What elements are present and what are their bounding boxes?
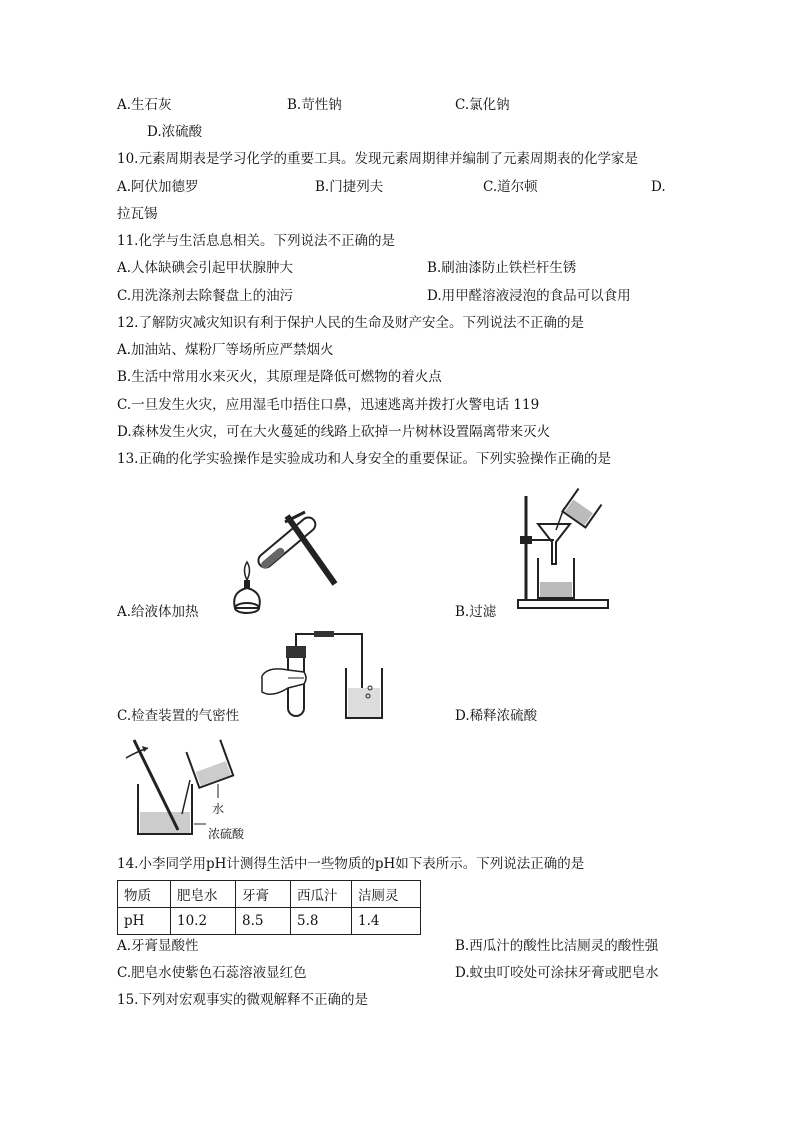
- q10-option-c: C.道尔顿: [483, 179, 538, 195]
- q11-option-c: C.用洗涤剂去除餐盘上的油污: [117, 288, 294, 304]
- table-cell: 1.4: [352, 908, 421, 935]
- figure-filtration: [512, 488, 612, 612]
- q12-stem: 12.了解防灾减灾知识有利于保护人民的生命及财产安全。下列说法不正确的是: [117, 315, 584, 331]
- figure-diluting-acid: [120, 734, 270, 842]
- table-cell: 5.8: [291, 908, 352, 935]
- table-cell: 物质: [118, 881, 171, 908]
- q12-option-d: D.森林发生火灾，可在大火蔓延的线路上砍掉一片树林设置隔离带来灭火: [117, 424, 551, 440]
- figure-airtightness-check: [258, 626, 390, 722]
- q12-option-c: C.一旦发生火灾，应用湿毛巾捂住口鼻，迅速逃离并拨打火警电话 119: [117, 397, 540, 413]
- q15-stem: 15.下列对宏观事实的微观解释不正确的是: [117, 992, 368, 1008]
- q12-option-b: B.生活中常用水来灭火，其原理是降低可燃物的着火点: [117, 369, 442, 385]
- q11-option-b: B.刷油漆防止铁栏杆生锈: [427, 260, 577, 276]
- q12-option-a: A.加油站、煤粉厂等场所应严禁烟火: [117, 342, 334, 358]
- q14-option-d: D.蚊虫叮咬处可涂抹牙膏或肥皂水: [455, 965, 659, 981]
- q14-stem: 14.小李同学用pH计测得生活中一些物质的pH如下表所示。下列说法正确的是: [117, 856, 585, 872]
- label-water: 水: [212, 802, 225, 816]
- q9-option-b: B.苛性钠: [287, 97, 342, 113]
- q9-option-d: D.浓硫酸: [147, 124, 203, 140]
- q11-stem: 11.化学与生活息息相关。下列说法不正确的是: [117, 233, 395, 249]
- table-cell: 10.2: [171, 908, 236, 935]
- q14-option-b: B.西瓜汁的酸性比洁厕灵的酸性强: [455, 938, 659, 954]
- table-cell: 牙膏: [236, 881, 291, 908]
- table-row: [118, 908, 421, 935]
- table-cell: 西瓜汁: [291, 881, 352, 908]
- q13-stem: 13.正确的化学实验操作是实验成功和人身安全的重要保证。下列实验操作正确的是: [117, 451, 611, 467]
- q10-stem: 10.元素周期表是学习化学的重要工具。发现元素周期律并编制了元素周期表的化学家是: [117, 151, 638, 167]
- table-cell: 肥皂水: [171, 881, 236, 908]
- q13-option-b: B.过滤: [455, 604, 497, 620]
- q10-option-d-text: 拉瓦锡: [117, 206, 158, 222]
- table-row: [118, 881, 421, 908]
- q11-option-d: D.用甲醛溶液浸泡的食品可以食用: [427, 288, 631, 304]
- q10-option-d-label: D.: [651, 179, 666, 195]
- q11-option-a: A.人体缺碘会引起甲状腺肿大: [117, 260, 294, 276]
- table-cell: 8.5: [236, 908, 291, 935]
- figure-heating-liquid: [225, 508, 345, 620]
- q13-option-d: D.稀释浓硫酸: [455, 708, 538, 724]
- q9-option-c: C.氯化钠: [455, 97, 510, 113]
- q13-option-a: A.给液体加热: [117, 604, 199, 620]
- q13-option-c: C.检查装置的气密性: [117, 708, 240, 724]
- ph-table: [117, 880, 421, 935]
- q10-option-b: B.门捷列夫: [315, 179, 384, 195]
- q14-option-c: C.肥皂水使紫色石蕊溶液显红色: [117, 965, 307, 981]
- q9-option-a: A.生石灰: [117, 97, 172, 113]
- table-cell: 洁厕灵: [352, 881, 421, 908]
- q10-option-a: A.阿伏加德罗: [117, 179, 199, 195]
- q14-option-a: A.牙膏显酸性: [117, 938, 199, 954]
- table-cell: pH: [118, 908, 171, 935]
- label-concentrated-acid: 浓硫酸: [208, 827, 245, 841]
